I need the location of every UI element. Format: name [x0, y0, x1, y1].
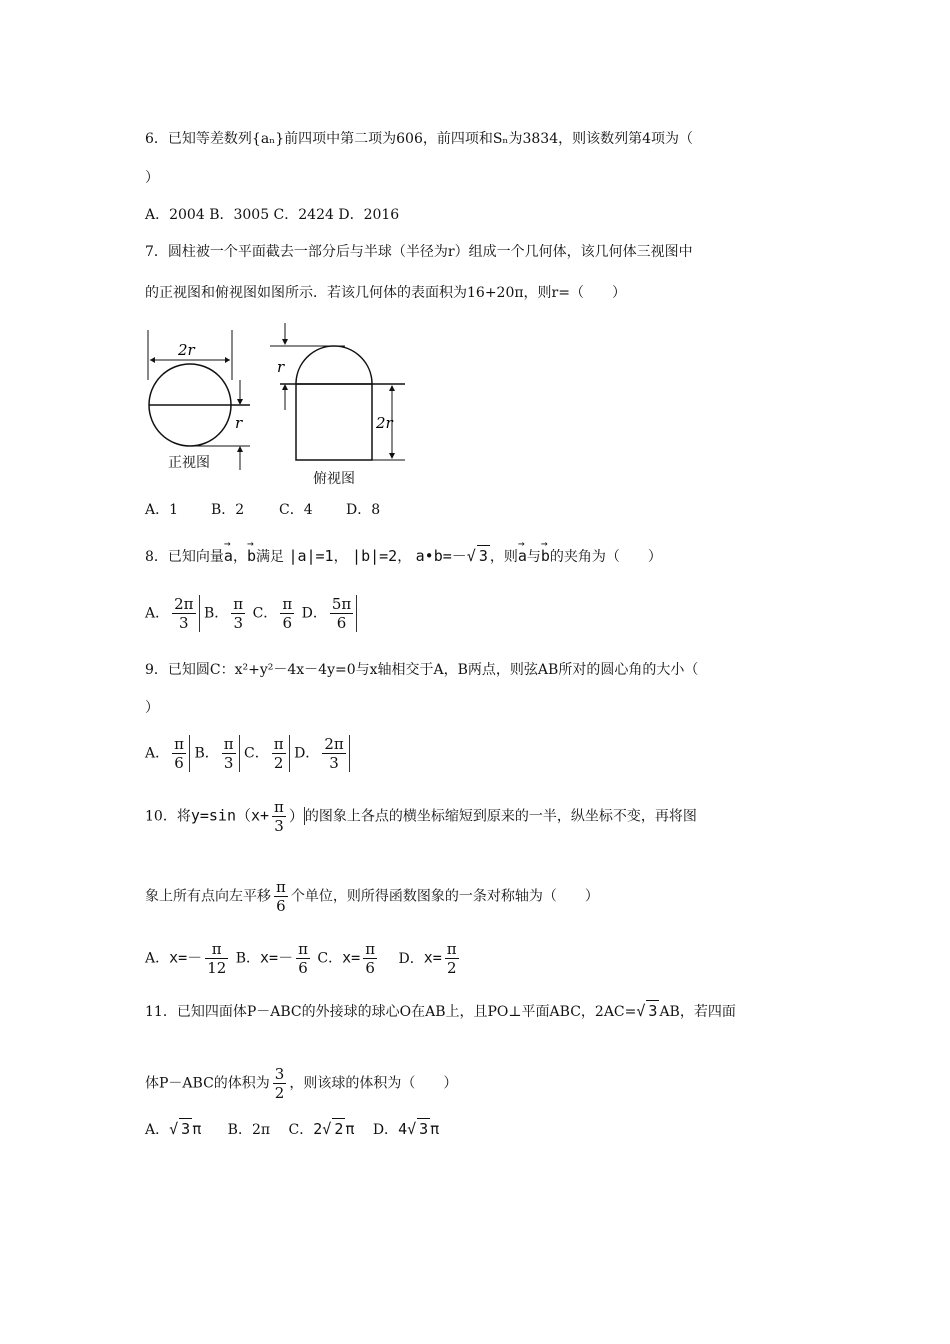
q8-vector-a: → a	[224, 546, 233, 566]
top-view-label: 俯视图	[313, 471, 355, 487]
q11-option-c-label: C．	[288, 1122, 314, 1138]
q10-c-num: π	[365, 940, 376, 958]
q10-a-num: π	[205, 940, 228, 959]
q10-option-a-label: A．	[145, 950, 170, 967]
q8-vector-a-2: → a	[518, 546, 527, 566]
q10-option-d-label: D．	[398, 950, 424, 967]
q10-d-num: π	[446, 940, 457, 958]
q9-stem-end: ）	[145, 700, 159, 716]
q11-c-coef: 2	[313, 1120, 323, 1138]
q10-a-den: 12	[207, 959, 227, 977]
q8-option-a-label: A．	[145, 605, 170, 622]
q8-d-num: 5π	[331, 595, 352, 613]
q10-func-den: 3	[274, 817, 284, 835]
q11-a-rad: 3	[181, 1120, 191, 1138]
q8-option-d-frac	[327, 595, 357, 632]
q8-with: 与	[526, 549, 541, 565]
q10-option-b-frac	[293, 940, 313, 977]
q10-func-frac	[269, 798, 289, 835]
q9-a-num: π	[174, 735, 184, 753]
q8-options	[145, 595, 357, 632]
q10-option-c-frac	[360, 940, 380, 977]
q7-option-c: C．4	[279, 502, 313, 518]
q9-option-a-label: A．	[145, 745, 170, 762]
q11-stem2-post: ，则该球的体积为（ ）	[289, 1075, 458, 1092]
q11-d-coef: 4	[398, 1120, 408, 1138]
q8-c-num: π	[282, 595, 293, 613]
q11-options: A．√ 3 π B．2π C．2√ 2 π D．4√ 3 π	[145, 1120, 440, 1138]
front-dim-r-label: r	[235, 414, 243, 432]
q8-option-d-label: D．	[301, 605, 327, 622]
q10-stem-line2	[145, 878, 599, 915]
q11-d-tail: π	[430, 1120, 440, 1138]
q10-options	[145, 940, 462, 977]
q8-abs-a: |a|=1	[288, 547, 334, 565]
front-view-label: 正视图	[168, 455, 210, 471]
q10-a-lhs: x=－	[169, 948, 203, 967]
q11-c-tail: π	[345, 1120, 355, 1138]
q8-option-c-label: C．	[252, 605, 278, 622]
top-2r-arrow-bottom	[389, 453, 395, 459]
q7-top-view-figure	[270, 318, 410, 468]
q8-d-den: 6	[336, 614, 347, 632]
q9-a-den: 6	[174, 754, 184, 772]
q8-option-b-frac	[228, 595, 248, 632]
q8-stem: 8．已知向量→ a，→ b满足 |a|=1， |b|=2， a•b=－√ 3 ，则→ a与→ b的夹角为（ ）	[145, 545, 662, 567]
top-dim-2r-label: 2r	[376, 414, 393, 432]
q9-option-d-label: D．	[294, 745, 320, 762]
q10-shift-frac	[271, 878, 291, 915]
q8-c-den: 6	[282, 614, 293, 632]
top-view-rectangle	[296, 384, 372, 460]
front-dim-2r-label: 2r	[178, 341, 195, 359]
q10-option-d-frac	[442, 940, 462, 977]
q10-d-lhs: x=	[423, 948, 442, 967]
top-view-semicircle	[296, 346, 372, 384]
q7-options	[145, 500, 380, 520]
q11-stem1-pre: 11．已知四面体P－ABC的外接球的球心O在AB上，且PO⊥平面ABC，2AC=	[145, 1004, 637, 1020]
q10-func-num: π	[274, 798, 284, 816]
q10-b-den: 6	[298, 959, 308, 977]
q8-b-den: 3	[233, 614, 243, 632]
q8-option-c-frac	[277, 595, 297, 632]
q9-option-b-label: B．	[194, 745, 219, 762]
q10-stem1-rest: 的图象上各点的横坐标缩短到原来的一半，纵坐标不变，再将图	[304, 808, 697, 825]
q6-stem: 6．已知等差数列{aₙ}前四项中第二项为606，前四项和Sₙ为3834，则该数列第4项为（	[145, 131, 694, 147]
q11-sqrt3: 3	[648, 1002, 658, 1020]
q10-stem2-post: 个单位，则所得函数图象的一条对称轴为（ ）	[290, 888, 599, 905]
q10-c-den: 6	[365, 959, 375, 977]
q8-a-num: 2π	[174, 595, 194, 613]
front-r-arrow-top	[237, 399, 243, 405]
q8-cond-label: 满足	[255, 549, 284, 565]
q7-option-d: D．8	[346, 502, 381, 518]
q9-b-den: 3	[223, 754, 234, 772]
q9-b-num: π	[223, 735, 234, 753]
q9-stem: 9．已知圆C：x²+y²－4x－4y=0与x轴相交于A，B两点，则弦AB所对的圆心角的大小（	[145, 662, 699, 678]
q10-b-num: π	[298, 940, 308, 958]
q11-a-tail: π	[192, 1120, 202, 1138]
q10-shift-num: π	[276, 878, 286, 896]
q7-option-a: A．1	[145, 502, 179, 518]
q11-option-b-label: B．	[227, 1122, 252, 1138]
q10-c-lhs: x=	[342, 948, 361, 967]
q10-b-lhs: x=－	[260, 948, 294, 967]
q9-c-den: 2	[273, 754, 284, 772]
q6-options: A．2004 B．3005 C．2424 D．2016	[145, 207, 400, 223]
q9-d-den: 3	[329, 754, 339, 772]
q8-sqrt3: 3	[478, 547, 488, 565]
q9-option-d-frac	[319, 735, 349, 772]
q11-option-a-label: A．	[145, 1122, 170, 1138]
q8-vector-b: → b	[247, 546, 256, 566]
q8-abs-b: |b|=2	[352, 547, 398, 565]
q10-func-close: ）	[288, 806, 304, 825]
q8-sep-3: ，	[397, 549, 412, 565]
top-dim-r-label: r	[277, 358, 285, 376]
q11-stem1-post: AB，若四面	[659, 1004, 736, 1020]
q11-vol-num: 3	[274, 1065, 285, 1083]
q9-option-c-frac	[269, 735, 290, 772]
q11-stem2-pre: 体P－ABC的体积为	[145, 1075, 270, 1092]
q8-vector-b-2: → b	[541, 546, 550, 566]
q9-option-a-frac	[169, 735, 190, 772]
q7-stem-line2: 的正视图和俯视图如图所示．若该几何体的表面积为16+20π，则r=（ ）	[145, 285, 626, 301]
q7-stem-line1: 7．圆柱被一个平面截去一部分后与半球（半径为r）组成一个几何体，该几何体三视图中	[145, 244, 693, 260]
q10-option-b-label: B．	[235, 950, 261, 967]
q9-c-num: π	[273, 735, 284, 753]
q11-b-text: 2π	[251, 1122, 271, 1138]
q8-option-b-label: B．	[203, 605, 229, 622]
top-2r-arrow-top	[389, 385, 395, 391]
front-dim-arrow-left	[150, 357, 155, 363]
q10-function: y=sin（x+	[190, 806, 270, 825]
q11-vol-den: 2	[274, 1084, 285, 1102]
q9-option-c-label: C．	[244, 745, 269, 762]
front-dim-arrow-right	[225, 357, 230, 363]
q10-d-den: 2	[446, 959, 457, 977]
q11-stem-line1: 11．已知四面体P－ABC的外接球的球心O在AB上，且PO⊥平面ABC，2AC=√ 3 AB，若四面	[145, 1002, 736, 1020]
q8-sep: ，	[232, 549, 247, 565]
q8-a-den: 3	[179, 614, 189, 632]
q11-volume-frac	[270, 1065, 290, 1102]
q8-dot-product: a•b=－	[415, 547, 467, 565]
q8-then: ，则	[489, 549, 518, 565]
top-r-arrow-bottom	[282, 384, 288, 390]
q7-option-b: B．2	[211, 502, 245, 518]
q9-d-num: 2π	[324, 735, 344, 753]
q9-option-b-frac	[219, 735, 240, 772]
q10-prefix: 10．将	[145, 808, 191, 825]
q11-stem-line2	[145, 1065, 457, 1102]
q8-b-num: π	[233, 595, 244, 613]
q9-options	[145, 735, 350, 772]
q8-prefix: 8．已知向量	[145, 549, 224, 565]
top-r-arrow-top	[282, 339, 288, 345]
q10-option-c-label: C．	[317, 950, 343, 967]
q6-stem-end: ）	[145, 170, 159, 186]
q10-stem2-pre: 象上所有点向左平移	[145, 888, 271, 905]
q11-option-d-label: D．	[372, 1122, 399, 1138]
q8-sep-2: ，	[333, 549, 348, 565]
q11-d-rad: 3	[419, 1120, 429, 1138]
q10-shift-den: 6	[276, 897, 286, 915]
q10-option-a-frac	[202, 940, 231, 977]
q11-c-rad: 2	[334, 1120, 344, 1138]
q10-stem-line1	[145, 798, 697, 835]
front-r-arrow-bottom	[237, 446, 243, 452]
q8-option-a-frac	[169, 595, 199, 632]
q8-suffix: 的夹角为（ ）	[549, 549, 662, 565]
